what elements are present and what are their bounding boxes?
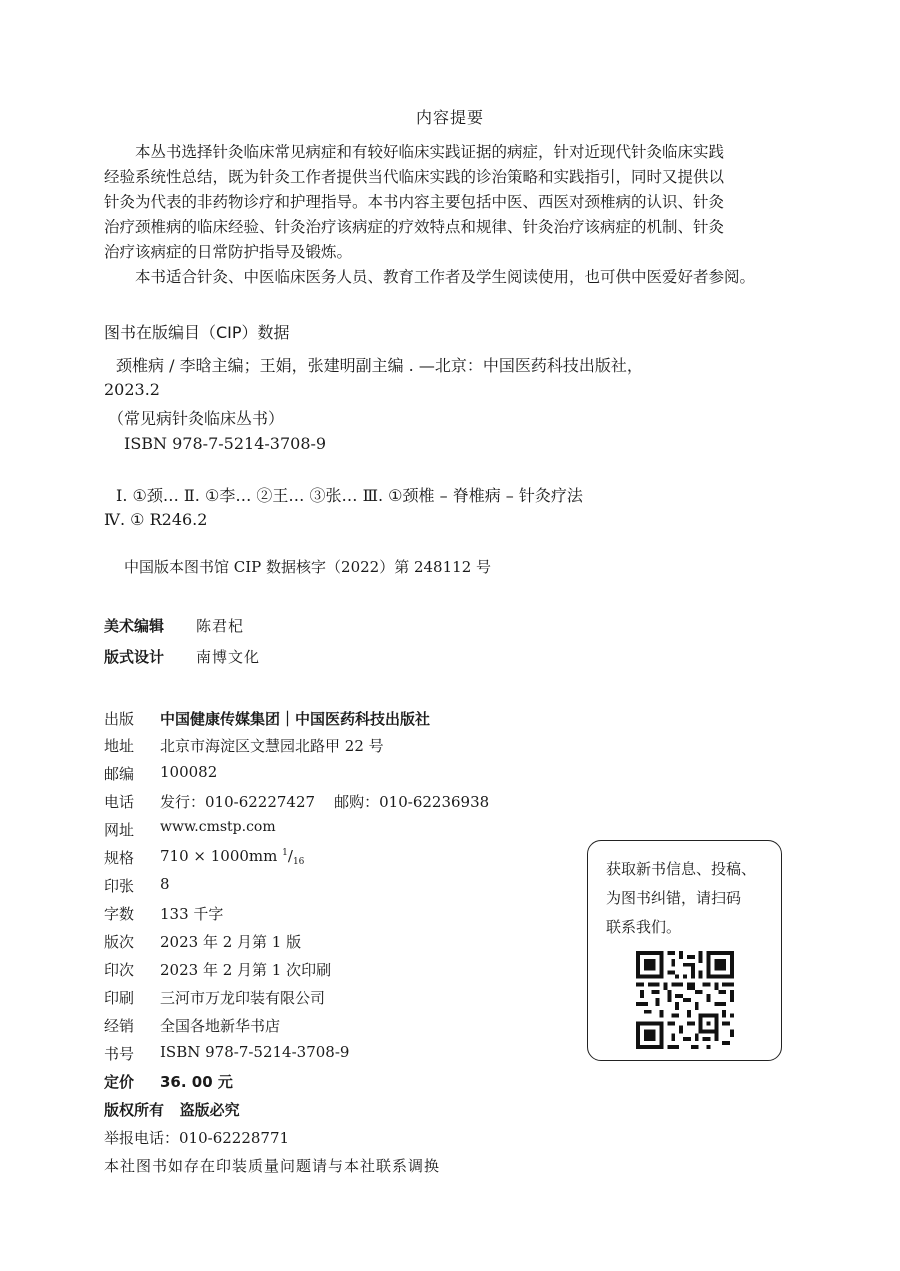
imprint-key: 版次 bbox=[104, 933, 135, 951]
imprint-key: 印次 bbox=[104, 961, 135, 979]
imprint-key: 出版 bbox=[104, 710, 135, 728]
quality-notice: 本社图书如存在印装质量问题请与本社联系调换 bbox=[104, 1157, 441, 1175]
website-link[interactable]: www.cmstp.com bbox=[160, 819, 276, 835]
imprint-key: 印张 bbox=[104, 877, 135, 895]
imprint-key: 电话 bbox=[104, 793, 135, 811]
staff-value-layout: 南博文化 bbox=[196, 648, 261, 666]
summary-heading: 内容提要 bbox=[415, 108, 484, 127]
edition-value: 2023 年 2 月第 1 版 bbox=[160, 933, 302, 951]
copyright-notice: 版权所有 盗版必究 bbox=[104, 1101, 240, 1119]
postcode-value: 100082 bbox=[160, 763, 218, 781]
summary-line: 本丛书选择针灸临床常见病症和有较好临床实践证据的病症，针对近现代针灸临床实践 bbox=[135, 143, 725, 161]
imprint-key-price: 定价 bbox=[104, 1073, 135, 1091]
qr-text-line: 为图书纠错，请扫码 bbox=[606, 889, 742, 907]
imprint-key: 邮编 bbox=[104, 765, 135, 783]
cip-classification: Ⅳ. ① R246.2 bbox=[104, 510, 208, 529]
summary-audience: 本书适合针灸、中医临床医务人员、教育工作者及学生阅读使用，也可供中医爱好者参阅。 bbox=[135, 268, 756, 286]
cip-verify-number: 中国版本图书馆 CIP 数据核字（2022）第 248112 号 bbox=[124, 558, 492, 576]
staff-value-art-editor: 陈君杞 bbox=[196, 617, 245, 635]
printing-value: 2023 年 2 月第 1 次印刷 bbox=[160, 961, 332, 979]
cip-entry: 2023.2 bbox=[104, 380, 160, 399]
qr-text-line: 获取新书信息、投稿、 bbox=[606, 860, 757, 878]
spec-value: 710 × 1000mm $^1/_{16}$ bbox=[160, 847, 305, 867]
spec-size: 710 × 1000mm bbox=[160, 847, 278, 865]
imprint-key: 书号 bbox=[104, 1045, 135, 1063]
summary-line: 针灸为代表的非药物诊疗和护理指导。本书内容主要包括中医、西医对颈椎病的认识、针灸 bbox=[104, 193, 725, 211]
summary-line: 治疗该病症的日常防护指导及锻炼。 bbox=[104, 243, 353, 261]
sheets-value: 8 bbox=[160, 875, 170, 893]
report-phone: 举报电话：010-62228771 bbox=[104, 1129, 290, 1147]
words-value: 133 千字 bbox=[160, 905, 224, 923]
imprint-key: 网址 bbox=[104, 821, 135, 839]
phone-value: 发行：010-62227427 邮购：010-62236938 bbox=[160, 793, 490, 811]
imprint-key: 印刷 bbox=[104, 989, 135, 1007]
imprint-key: 经销 bbox=[104, 1017, 135, 1035]
summary-paragraph bbox=[104, 140, 790, 290]
staff-key-art-editor: 美术编辑 bbox=[104, 617, 165, 635]
publisher-name: 中国健康传媒集团｜中国医药科技出版社 bbox=[160, 710, 431, 728]
qr-code[interactable] bbox=[636, 951, 734, 1049]
spec-fraction-den: 16 bbox=[292, 857, 305, 867]
imprint-key: 地址 bbox=[104, 737, 135, 755]
cip-title: 图书在版编目（CIP）数据 bbox=[104, 323, 290, 342]
cip-entry: 颈椎病 / 李晗主编；王娟，张建明副主编 . —北京：中国医药科技出版社， bbox=[116, 356, 643, 375]
imprint-key: 规格 bbox=[104, 849, 135, 867]
cip-isbn: ISBN 978-7-5214-3708-9 bbox=[124, 434, 327, 453]
staff-key-layout: 版式设计 bbox=[104, 648, 165, 666]
book-number-value: ISBN 978-7-5214-3708-9 bbox=[160, 1043, 350, 1061]
imprint-key: 字数 bbox=[104, 905, 135, 923]
qr-contact-box bbox=[587, 840, 782, 1061]
price-value: 36. 00 元 bbox=[160, 1073, 233, 1091]
cip-classification: Ⅰ. ①颈… Ⅱ. ①李… ②王… ③张… Ⅲ. ①颈椎 – 脊椎病 – 针灸疗法 bbox=[116, 486, 583, 505]
spec-fraction-num: 1 bbox=[282, 848, 288, 858]
summary-line: 经验系统性总结，既为针灸工作者提供当代临床实践的诊治策略和实践指引，同时又提供以 bbox=[104, 168, 725, 186]
qr-instructions bbox=[606, 855, 768, 942]
printer-value: 三河市万龙印装有限公司 bbox=[160, 989, 326, 1007]
distributor-value: 全国各地新华书店 bbox=[160, 1017, 281, 1035]
cip-series: （常见病针灸临床丛书） bbox=[108, 409, 285, 428]
address-value: 北京市海淀区文慧园北路甲 22 号 bbox=[160, 737, 384, 755]
summary-line: 治疗颈椎病的临床经验、针灸治疗该病症的疗效特点和规律、针灸治疗该病症的机制、针灸 bbox=[104, 218, 725, 236]
qr-text-line: 联系我们。 bbox=[606, 918, 682, 936]
